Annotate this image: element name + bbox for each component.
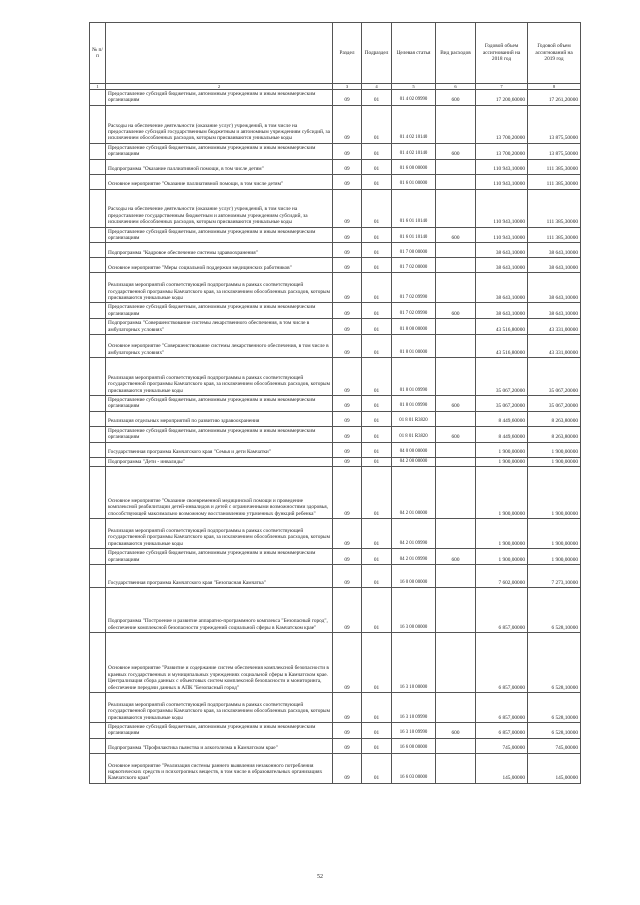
row-target-article: 04 2 01 09990 [392, 549, 436, 565]
row-name: Предоставление субсидий бюджетным, автономным учреждениям и иным некоммерческим организациям [106, 90, 333, 106]
row-podrazdel: 01 [362, 227, 392, 243]
row-expense-type: 600 [436, 426, 476, 442]
row-name: Подпрограмма "Совершенствование системы лекарственного обеспечения, в том числе в амбулаторных условиях" [106, 319, 333, 335]
row-target-article: 01 8 01 09990 [392, 358, 436, 396]
row-name: Подпрограмма "Кадровое обеспечение системы здравоохранения" [106, 243, 333, 258]
row-number [90, 189, 106, 227]
header-num: № п/п [90, 23, 106, 84]
table-row [90, 753, 581, 783]
row-name: Подпрограмма "Дети - инвалиды" [106, 457, 333, 466]
row-volume-2019: 38 643,10000 [528, 243, 581, 258]
row-podrazdel: 01 [362, 549, 392, 565]
row-razdel: 09 [333, 273, 362, 303]
row-expense-type [436, 189, 476, 227]
row-name: Реализация мероприятий соответствующей подпрограммы в рамках соответствующей государственной программы Камчатского края, за исключением обособленных расходов, которым присваиваются уникальные коды [106, 273, 333, 303]
row-podrazdel: 01 [362, 692, 392, 722]
row-expense-type [436, 467, 476, 519]
row-name: Предоставление субсидий бюджетным, автономным учреждениям и иным некоммерческим организациям [106, 426, 333, 442]
row-expense-type [436, 564, 476, 587]
row-target-article: 04 0 00 00000 [392, 442, 436, 457]
table-row [90, 738, 581, 753]
row-expense-type: 600 [436, 549, 476, 565]
row-volume-2018: 145,00000 [476, 753, 528, 783]
table-body [90, 90, 581, 784]
row-volume-2019: 8 263,80000 [528, 426, 581, 442]
row-number [90, 174, 106, 189]
row-number [90, 90, 106, 106]
table-row [90, 442, 581, 457]
row-target-article: 16 3 00 00000 [392, 587, 436, 632]
row-volume-2019: 1 900,00000 [528, 467, 581, 519]
table-row [90, 258, 581, 273]
row-volume-2018: 110 943,10000 [476, 227, 528, 243]
row-number [90, 519, 106, 549]
row-razdel: 09 [333, 411, 362, 426]
table-row [90, 335, 581, 358]
header-name [106, 23, 333, 84]
row-podrazdel: 01 [362, 467, 392, 519]
row-target-article: 01 8 01 R3820 [392, 426, 436, 442]
row-razdel: 09 [333, 738, 362, 753]
row-name: Предоставление субсидий бюджетным, автономным учреждениям и иным некоммерческим организациям [106, 722, 333, 738]
row-expense-type: 600 [436, 90, 476, 106]
row-number [90, 442, 106, 457]
row-target-article: 16 3 10 09990 [392, 722, 436, 738]
row-volume-2019: 111 385,30000 [528, 174, 581, 189]
row-name: Основное мероприятие "Оказание паллиативной помощи, в том числе детям" [106, 174, 333, 189]
row-target-article: 16 3 10 09990 [392, 692, 436, 722]
row-razdel: 09 [333, 396, 362, 412]
row-number [90, 358, 106, 396]
row-target-article: 01 6 01 10140 [392, 227, 436, 243]
row-expense-type [436, 519, 476, 549]
page-number: 52 [317, 874, 323, 880]
row-number [90, 587, 106, 632]
row-number [90, 273, 106, 303]
row-name: Реализация отдельных мероприятий по развитию здравоохранения [106, 411, 333, 426]
row-podrazdel: 01 [362, 105, 392, 143]
column-number: 6 [436, 84, 476, 90]
row-number [90, 467, 106, 519]
row-podrazdel: 01 [362, 632, 392, 692]
row-volume-2018: 110 943,10000 [476, 174, 528, 189]
row-podrazdel: 01 [362, 143, 392, 159]
row-volume-2018: 6 857,00000 [476, 632, 528, 692]
row-expense-type [436, 243, 476, 258]
row-razdel: 09 [333, 319, 362, 335]
row-target-article: 01 4 02 10140 [392, 105, 436, 143]
row-target-article: 16 0 00 00000 [392, 564, 436, 587]
row-name: Расходы на обеспечение деятельности (оказание услуг) учреждений, в том числе на предоставление государственным бюджетным и автономным учреждениям субсидий, за исключением обособленных расходов, которым присваиваются уникальные коды [106, 189, 333, 227]
header-target-article: Целевая статья [392, 23, 436, 84]
row-volume-2019: 17 261,20000 [528, 90, 581, 106]
row-volume-2018: 745,00000 [476, 738, 528, 753]
row-razdel: 09 [333, 467, 362, 519]
row-volume-2019: 1 900,00000 [528, 457, 581, 466]
row-number [90, 105, 106, 143]
row-expense-type [436, 753, 476, 783]
column-number: 5 [392, 84, 436, 90]
row-razdel: 09 [333, 189, 362, 227]
row-number [90, 457, 106, 466]
row-name: Расходы на обеспечение деятельности (оказание услуг) учреждений, в том числе на предоставление субсидий государственным бюджетным и автономным учреждениям субсидий, за исключением обособленных расходов, которым присваиваются уникальные коды [106, 105, 333, 143]
row-razdel: 09 [333, 258, 362, 273]
row-volume-2019: 1 900,00000 [528, 519, 581, 549]
row-target-article: 01 7 02 09990 [392, 303, 436, 319]
row-expense-type [436, 358, 476, 396]
row-volume-2019: 1 900,00000 [528, 442, 581, 457]
row-razdel: 09 [333, 587, 362, 632]
row-volume-2018: 13 700,20000 [476, 143, 528, 159]
row-razdel: 09 [333, 335, 362, 358]
row-razdel: 09 [333, 692, 362, 722]
row-volume-2019: 6 528,10000 [528, 692, 581, 722]
row-razdel: 09 [333, 105, 362, 143]
row-target-article: 01 4 02 09990 [392, 90, 436, 106]
header-volume-2019: Годовой объем ассигнований на 2019 год [528, 23, 581, 84]
row-expense-type [436, 159, 476, 174]
row-expense-type [436, 457, 476, 466]
row-name: Основное мероприятие "Совершенствование системы лекарственного обеспечения, в том числе в амбулаторных условиях" [106, 335, 333, 358]
row-name: Предоставление субсидий бюджетным, автономным учреждениям и иным некоммерческим организациям [106, 143, 333, 159]
table-row [90, 564, 581, 587]
table-row [90, 549, 581, 565]
row-name: Основное мероприятие "Развитие и содержание систем обеспечения комплексной безопасности в краевых государственных и муниципальных учреждениях социальной сферы в Камчатском крае. Централизация сбора данных с объектовых систем комплексной безопасности и мониторинга, обеспечение передачи данных в АПК "Безопасный город" [106, 632, 333, 692]
row-name: Подпрограмма "Оказание паллиативной помощи, в том числе детям" [106, 159, 333, 174]
row-volume-2018: 1 900,00000 [476, 442, 528, 457]
row-name: Предоставление субсидий бюджетным, автономным учреждениям и иным некоммерческим организациям [106, 227, 333, 243]
table-row [90, 273, 581, 303]
row-volume-2018: 6 857,00000 [476, 722, 528, 738]
row-razdel: 09 [333, 753, 362, 783]
row-number [90, 243, 106, 258]
column-number: 8 [528, 84, 581, 90]
row-target-article: 01 8 01 00000 [392, 335, 436, 358]
table-row [90, 457, 581, 466]
table-row [90, 411, 581, 426]
row-number [90, 426, 106, 442]
table-row [90, 227, 581, 243]
row-volume-2019: 8 263,80000 [528, 411, 581, 426]
row-podrazdel: 01 [362, 258, 392, 273]
row-name: Предоставление субсидий бюджетным, автономным учреждениям и иным некоммерческим организациям [106, 396, 333, 412]
row-volume-2018: 1 900,00000 [476, 549, 528, 565]
row-target-article: 01 6 00 00000 [392, 159, 436, 174]
table-row [90, 692, 581, 722]
row-razdel: 09 [333, 564, 362, 587]
row-podrazdel: 01 [362, 426, 392, 442]
row-podrazdel: 01 [362, 753, 392, 783]
row-name: Подпрограмма "Профилактика пьянства и алкоголизма в Камчатском крае" [106, 738, 333, 753]
row-expense-type [436, 632, 476, 692]
row-podrazdel: 01 [362, 189, 392, 227]
row-volume-2019: 145,00000 [528, 753, 581, 783]
row-volume-2019: 7 273,10000 [528, 564, 581, 587]
row-volume-2018: 1 900,00000 [476, 457, 528, 466]
row-name: Реализация мероприятий соответствующей подпрограммы в рамках соответствующей государственной программы Камчатского края, за исключением обособленных расходов, которым присваиваются уникальные коды [106, 692, 333, 722]
row-razdel: 09 [333, 227, 362, 243]
row-volume-2018: 8 449,60000 [476, 426, 528, 442]
row-volume-2019: 6 528,10000 [528, 632, 581, 692]
table-row [90, 90, 581, 106]
row-volume-2018: 17 200,60000 [476, 90, 528, 106]
row-volume-2019: 745,00000 [528, 738, 581, 753]
table-row [90, 143, 581, 159]
row-podrazdel: 01 [362, 457, 392, 466]
row-target-article: 04 2 01 00000 [392, 467, 436, 519]
row-volume-2019: 1 900,00000 [528, 549, 581, 565]
row-expense-type: 600 [436, 396, 476, 412]
row-target-article: 16 6 03 00000 [392, 753, 436, 783]
row-razdel: 09 [333, 90, 362, 106]
row-volume-2019: 38 643,10000 [528, 273, 581, 303]
row-name: Реализация мероприятий соответствующей подпрограммы в рамках соответствующей государственной программы Камчатского края, за исключением обособленных расходов, которым присваиваются уникальные коды [106, 519, 333, 549]
row-target-article: 01 7 00 00000 [392, 243, 436, 258]
table-row [90, 519, 581, 549]
row-expense-type [436, 411, 476, 426]
row-podrazdel: 01 [362, 174, 392, 189]
row-volume-2019: 38 643,10000 [528, 303, 581, 319]
table-row [90, 189, 581, 227]
row-name: Предоставление субсидий бюджетным, автономным учреждениям и иным некоммерческим организациям [106, 549, 333, 565]
budget-allocation-table [89, 22, 581, 784]
table-row [90, 396, 581, 412]
budget-table-sheet [89, 22, 580, 784]
table-row [90, 722, 581, 738]
row-expense-type: 600 [436, 227, 476, 243]
row-target-article: 01 8 00 00000 [392, 319, 436, 335]
row-target-article: 04 2 01 09990 [392, 519, 436, 549]
row-expense-type [436, 273, 476, 303]
row-razdel: 09 [333, 442, 362, 457]
row-volume-2018: 38 643,10000 [476, 243, 528, 258]
row-expense-type [436, 174, 476, 189]
row-number [90, 227, 106, 243]
row-number [90, 632, 106, 692]
row-razdel: 09 [333, 519, 362, 549]
row-target-article: 01 8 01 09990 [392, 396, 436, 412]
row-volume-2019: 43 331,00000 [528, 319, 581, 335]
row-expense-type [436, 692, 476, 722]
row-volume-2018: 7 602,00000 [476, 564, 528, 587]
row-number [90, 411, 106, 426]
row-expense-type: 600 [436, 143, 476, 159]
row-podrazdel: 01 [362, 442, 392, 457]
row-name: Реализация мероприятий соответствующей подпрограммы в рамках соответствующей государственной программы Камчатского края, за исключением обособленных расходов, которым присваиваются уникальные коды [106, 358, 333, 396]
row-name: Основное мероприятие "Оказание своевременной медицинской помощи и проведение комплексной реабилитации детей-инвалидов и детей с ограниченными возможностями здоровья, способствующей максимально возможному восстановлению утраченных функций ребенка" [106, 467, 333, 519]
row-podrazdel: 01 [362, 90, 392, 106]
row-expense-type [436, 258, 476, 273]
table-row [90, 358, 581, 396]
row-expense-type [436, 335, 476, 358]
row-volume-2019: 43 331,00000 [528, 335, 581, 358]
row-volume-2018: 43 516,80000 [476, 319, 528, 335]
row-volume-2019: 111 385,30000 [528, 227, 581, 243]
row-volume-2018: 38 643,10000 [476, 273, 528, 303]
header-expense-type: Вид расходов [436, 23, 476, 84]
row-volume-2018: 110 943,10000 [476, 189, 528, 227]
row-razdel: 09 [333, 426, 362, 442]
row-expense-type [436, 105, 476, 143]
row-number [90, 143, 106, 159]
row-volume-2019: 35 067,20000 [528, 396, 581, 412]
row-razdel: 09 [333, 174, 362, 189]
row-volume-2019: 6 528,10000 [528, 722, 581, 738]
row-expense-type [436, 442, 476, 457]
row-target-article: 01 6 01 00000 [392, 174, 436, 189]
row-podrazdel: 01 [362, 722, 392, 738]
row-volume-2019: 111 385,30000 [528, 159, 581, 174]
row-podrazdel: 01 [362, 411, 392, 426]
row-number [90, 159, 106, 174]
row-name: Государственная программа Камчатского края "Семья и дети Камчатки" [106, 442, 333, 457]
table-row [90, 174, 581, 189]
row-razdel: 09 [333, 722, 362, 738]
row-volume-2019: 35 067,20000 [528, 358, 581, 396]
row-volume-2018: 1 900,00000 [476, 519, 528, 549]
table-row [90, 587, 581, 632]
row-podrazdel: 01 [362, 396, 392, 412]
row-number [90, 335, 106, 358]
row-podrazdel: 01 [362, 358, 392, 396]
row-target-article: 01 7 02 00000 [392, 258, 436, 273]
row-number [90, 753, 106, 783]
column-number: 7 [476, 84, 528, 90]
row-razdel: 09 [333, 159, 362, 174]
table-row [90, 303, 581, 319]
row-razdel: 09 [333, 358, 362, 396]
column-number: 1 [90, 84, 106, 90]
row-target-article: 16 6 00 00000 [392, 738, 436, 753]
row-target-article: 01 8 01 R3820 [392, 411, 436, 426]
header-razdel: Раздел [333, 23, 362, 84]
row-podrazdel: 01 [362, 303, 392, 319]
row-volume-2018: 13 700,20000 [476, 105, 528, 143]
column-number: 4 [362, 84, 392, 90]
row-name: Подпрограмма "Построение и развитие аппаратно-программного комплекса "Безопасный город", обеспечение комплексной безопасности учреждений социальной сферы в Камчатском крае" [106, 587, 333, 632]
row-number [90, 303, 106, 319]
row-target-article: 01 7 02 09990 [392, 273, 436, 303]
row-name: Предоставление субсидий бюджетным, автономным учреждениям и иным некоммерческим организациям [106, 303, 333, 319]
row-volume-2018: 35 067,20000 [476, 396, 528, 412]
row-expense-type: 600 [436, 722, 476, 738]
row-volume-2019: 13 875,50000 [528, 105, 581, 143]
header-podrazdel: Подраздел [362, 23, 392, 84]
row-podrazdel: 01 [362, 335, 392, 358]
row-podrazdel: 01 [362, 564, 392, 587]
row-volume-2019: 6 528,10000 [528, 587, 581, 632]
row-number [90, 319, 106, 335]
table-row [90, 467, 581, 519]
row-target-article: 01 6 01 10140 [392, 189, 436, 227]
row-podrazdel: 01 [362, 738, 392, 753]
table-row [90, 159, 581, 174]
row-razdel: 09 [333, 303, 362, 319]
row-number [90, 738, 106, 753]
row-number [90, 396, 106, 412]
row-volume-2019: 13 875,50000 [528, 143, 581, 159]
row-razdel: 09 [333, 457, 362, 466]
row-number [90, 692, 106, 722]
table-row [90, 319, 581, 335]
row-volume-2018: 8 449,60000 [476, 411, 528, 426]
row-podrazdel: 01 [362, 519, 392, 549]
row-razdel: 09 [333, 549, 362, 565]
row-volume-2019: 111 385,30000 [528, 189, 581, 227]
row-number [90, 564, 106, 587]
row-podrazdel: 01 [362, 587, 392, 632]
table-row [90, 426, 581, 442]
row-volume-2018: 38 643,10000 [476, 303, 528, 319]
row-target-article: 04 2 00 00000 [392, 457, 436, 466]
table-row [90, 243, 581, 258]
row-volume-2018: 35 067,20000 [476, 358, 528, 396]
header-volume-2018: Годовой объем ассигнований на 2018 год [476, 23, 528, 84]
table-row [90, 105, 581, 143]
row-podrazdel: 01 [362, 319, 392, 335]
table-header-row [90, 23, 581, 84]
row-razdel: 09 [333, 143, 362, 159]
row-target-article: 16 3 10 00000 [392, 632, 436, 692]
row-volume-2019: 38 643,10000 [528, 258, 581, 273]
row-razdel: 09 [333, 243, 362, 258]
row-volume-2018: 6 857,00000 [476, 587, 528, 632]
row-number [90, 258, 106, 273]
row-expense-type [436, 587, 476, 632]
row-number [90, 549, 106, 565]
row-number [90, 722, 106, 738]
row-expense-type: 600 [436, 303, 476, 319]
row-target-article: 01 4 02 10140 [392, 143, 436, 159]
row-podrazdel: 01 [362, 273, 392, 303]
row-razdel: 09 [333, 632, 362, 692]
row-podrazdel: 01 [362, 243, 392, 258]
row-volume-2018: 110 943,10000 [476, 159, 528, 174]
row-volume-2018: 1 900,00000 [476, 467, 528, 519]
row-podrazdel: 01 [362, 159, 392, 174]
row-volume-2018: 6 857,00000 [476, 692, 528, 722]
row-name: Основное мероприятие "Реализация системы раннего выявления незаконного потребления наркотических средств и психотропных веществ, в том числе в образовательных организациях Камчатского края" [106, 753, 333, 783]
table-row [90, 632, 581, 692]
row-name: Государственная программа Камчатского края "Безопасная Камчатка" [106, 564, 333, 587]
row-expense-type [436, 738, 476, 753]
row-expense-type [436, 319, 476, 335]
column-number: 3 [333, 84, 362, 90]
row-volume-2018: 38 643,10000 [476, 258, 528, 273]
row-name: Основное мероприятие "Меры социальной поддержки медицинских работников" [106, 258, 333, 273]
row-volume-2018: 43 516,80000 [476, 335, 528, 358]
column-number: 2 [106, 84, 333, 90]
